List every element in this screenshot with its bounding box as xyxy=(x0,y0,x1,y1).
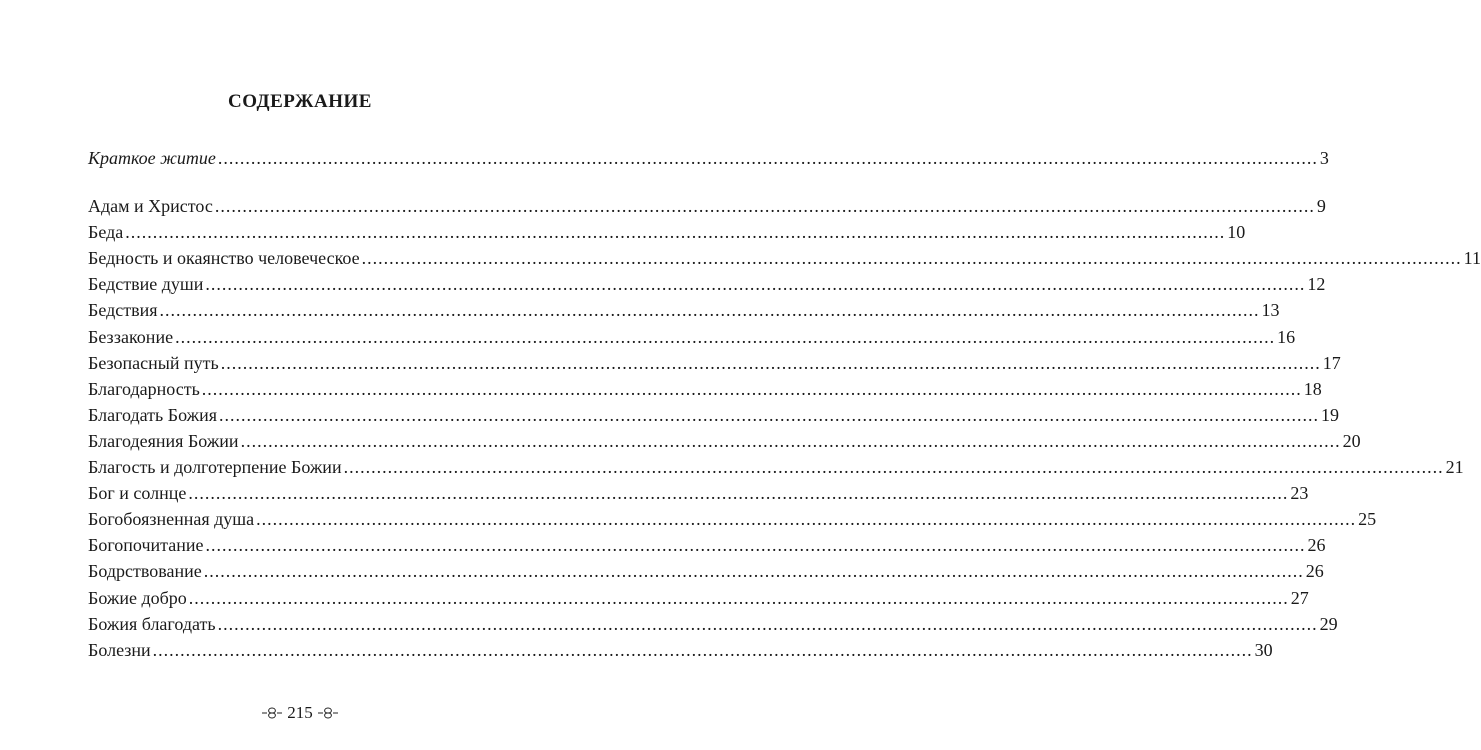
toc-dot-leader: ........................................................................................................................................................................................................ xyxy=(188,483,1289,504)
toc-dot-leader: ........................................................................................................................................................................................................ xyxy=(159,300,1260,321)
toc-entry-label: Беззаконие xyxy=(88,326,174,347)
toc-entry-page-number: 26 xyxy=(1305,561,1324,582)
toc-entry-label: Безопасный путь xyxy=(88,352,219,373)
toc-dot-leader: ........................................................................................................................................................................................................ xyxy=(220,352,1321,373)
toc-dot-leader: ........................................................................................................................................................................................................ xyxy=(175,326,1276,347)
toc-entry-label: Богобоязненная душа xyxy=(88,509,255,530)
page-title: СОДЕРЖАНИЕ xyxy=(228,91,372,112)
toc-entry-page-number: 10 xyxy=(1227,222,1246,243)
toc-entry-page-number: 21 xyxy=(1445,457,1464,477)
toc-entry-label: Бодрствование xyxy=(88,561,202,582)
toc-entry-page-number: 30 xyxy=(1254,639,1273,660)
toc-entry-label: Благодарность xyxy=(88,378,200,399)
toc-entry[interactable] xyxy=(88,402,1339,428)
toc-dot-leader: ........................................................................................................................................................................................................ xyxy=(214,196,1315,216)
toc-dot-leader: ........................................................................................................................................................................................................ xyxy=(205,535,1306,556)
toc-dot-leader: ........................................................................................................................................................................................................ xyxy=(201,378,1302,399)
toc-entry-label: Бедность и окаянство человеческое xyxy=(88,248,360,269)
toc-dot-leader: ........................................................................................................................................................................................................ xyxy=(361,248,1462,269)
toc-entry-label: Беда xyxy=(88,222,124,243)
toc-entry-page-number: 17 xyxy=(1322,352,1341,373)
toc-entry-page-number: 19 xyxy=(1320,404,1339,425)
toc-entry-page-number: 23 xyxy=(1290,483,1309,504)
toc-entry-label: Божия благодать xyxy=(88,613,216,634)
toc-entry-label: Бедствия xyxy=(88,300,158,321)
toc-entry[interactable] xyxy=(88,193,1326,219)
toc-entry[interactable] xyxy=(88,532,1326,558)
toc-entry[interactable] xyxy=(88,145,1329,171)
toc-entry-page-number: 25 xyxy=(1358,509,1377,530)
toc-dot-leader: ........................................................................................................................................................................................................ xyxy=(343,457,1444,477)
toc-entry[interactable] xyxy=(88,637,1273,663)
toc-dot-leader: ........................................................................................................................................................................................................ xyxy=(218,404,1319,425)
toc-entry-page-number: 18 xyxy=(1303,378,1322,399)
toc-entry-label: Благость и долготерпение Божии xyxy=(88,457,342,477)
toc-entry[interactable] xyxy=(88,245,1481,271)
toc-entry-label: Божие добро xyxy=(88,587,187,608)
toc-entry-page-number: 11 xyxy=(1463,248,1481,269)
toc-entry[interactable] xyxy=(88,506,1377,532)
toc-entry-label: Благодать Божия xyxy=(88,404,217,425)
toc-entry[interactable] xyxy=(88,350,1341,376)
toc-dot-leader: ........................................................................................................................................................................................................ xyxy=(203,561,1304,582)
toc-entry-page-number: 12 xyxy=(1307,274,1326,295)
toc-dot-leader: ........................................................................................................................................................................................................ xyxy=(240,430,1341,451)
toc-dot-leader: ........................................................................................................................................................................................................ xyxy=(217,148,1318,168)
toc-entry[interactable] xyxy=(88,454,1464,480)
toc-entry-page-number: 27 xyxy=(1290,587,1309,608)
toc-entry[interactable] xyxy=(88,428,1361,454)
toc-entry-label: Бог и солнце xyxy=(88,483,187,504)
toc-entry[interactable] xyxy=(88,297,1280,323)
toc-entry-label: Благодеяния Божии xyxy=(88,430,239,451)
toc-entry[interactable] xyxy=(88,219,1246,245)
ornament-right-icon xyxy=(317,706,339,720)
toc-entry-page-number: 20 xyxy=(1342,430,1361,451)
toc-entry[interactable] xyxy=(88,558,1324,584)
toc-entry[interactable] xyxy=(88,585,1309,611)
toc-entry-page-number: 29 xyxy=(1319,613,1338,634)
toc-dot-leader: ........................................................................................................................................................................................................ xyxy=(188,587,1289,608)
toc-dot-leader: ........................................................................................................................................................................................................ xyxy=(125,222,1226,243)
toc-entry[interactable] xyxy=(88,611,1338,637)
toc-dot-leader: ........................................................................................................................................................................................................ xyxy=(217,613,1318,634)
toc-dot-leader: ........................................................................................................................................................................................................ xyxy=(152,639,1253,660)
toc-entry-page-number: 3 xyxy=(1319,148,1329,168)
toc-dot-leader: ........................................................................................................................................................................................................ xyxy=(205,274,1306,295)
page-number: 215 xyxy=(287,703,313,722)
toc-entry-page-number: 9 xyxy=(1316,196,1326,216)
toc-entry-label: Бедствие души xyxy=(88,274,204,295)
page-number-footer xyxy=(0,703,600,723)
toc-entry[interactable] xyxy=(88,324,1296,350)
toc-dot-leader: ........................................................................................................................................................................................................ xyxy=(256,509,1357,530)
toc-entry-page-number: 16 xyxy=(1277,326,1296,347)
toc-entry[interactable] xyxy=(88,376,1322,402)
toc-entry[interactable] xyxy=(88,271,1326,297)
toc-entry-label: Болезни xyxy=(88,639,151,660)
toc-entry-page-number: 13 xyxy=(1261,300,1280,321)
toc-entry-page-number: 26 xyxy=(1307,535,1326,556)
toc-entry[interactable] xyxy=(88,480,1309,506)
toc-entry-label: Краткое житие xyxy=(88,148,216,168)
ornament-left-icon xyxy=(261,706,283,720)
toc-entry-label: Богопочитание xyxy=(88,535,204,556)
toc-entry-label: Адам и Христос xyxy=(88,196,213,216)
